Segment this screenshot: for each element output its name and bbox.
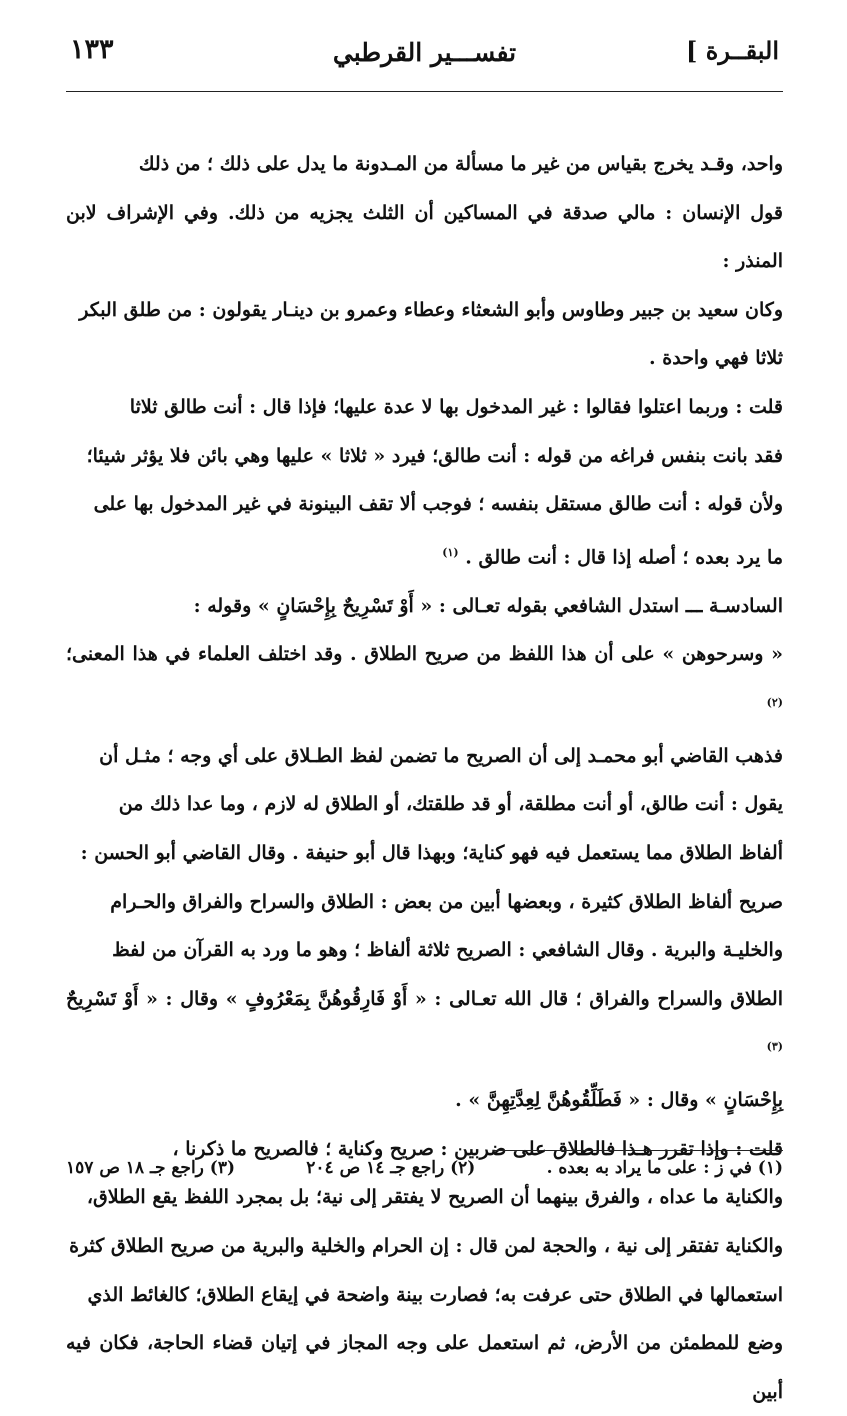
paragraph-1 bbox=[66, 140, 783, 383]
text-line: قول الإنسان : مالي صدقة في المساكين أن الثلث يجزيه من ذلك. وفي الإشراف لابن المنذر : bbox=[66, 201, 783, 273]
book-title: تفســـير القرطبي bbox=[332, 38, 517, 67]
footnote-2: (٢) راجع جـ ١٤ ص ٢٠٤ bbox=[306, 1158, 476, 1178]
text-line: يقول : أنت طالق، أو أنت مطلقة، أو قد طلقتك، أو الطلاق له لازم ، وما عدا ذلك من bbox=[118, 793, 783, 816]
text-line: والكناية ما عداه ، والفرق بينهما أن الصريح لا يفتقر إلى نية؛ بل بمجرد اللفظ يقع الطلاق، bbox=[86, 1186, 783, 1209]
section-name: البقــرة ] bbox=[686, 36, 779, 65]
text-line: ثلاثا فهي واحدة . bbox=[649, 347, 783, 370]
text-line: صريح ألفاظ الطلاق كثيرة ، وبعضها أبين من بعض : الطلاق والسراح والفراق والحـرام bbox=[110, 890, 783, 913]
paragraph-2 bbox=[66, 383, 783, 582]
text-line: الطلاق والسراح والفراق ؛ قال الله تعـالى : « أَوْ فَارِقُوهُنَّ بِمَعْرُوفٍ » وقال : « أَوْ تَسْرِيحٌ bbox=[66, 987, 783, 1010]
text-line: وكان سعيد بن جبير وطاوس وأبو الشعثاء وعطاء وعمرو بن دينـار يقولون : من طلق البكر bbox=[79, 298, 783, 321]
text-line: قلت : وربما اعتلوا فقالوا : غير المدخول بها لا عدة عليها؛ فإذا قال : أنت طالق ثلاثا bbox=[129, 395, 783, 418]
text-line: والخليـة والبرية . وقال الشافعي : الصريح ثلاثة ألفاظ ؛ وهو ما ورد به القرآن من لفظ bbox=[112, 939, 783, 962]
text-line: فقد بانت بنفس فراغه من قوله : أنت طالق؛ فيرد « ثلاثا » عليها وهي بائن فلا يؤثر شيئا؛ bbox=[86, 444, 783, 467]
page-header bbox=[66, 30, 783, 92]
footnote-ref: (١) bbox=[442, 545, 459, 559]
text-line: فذهب القاضي أبو محمـد إلى أن الصريح ما تضمن لفظ الطـلاق على أي وجه ؛ مثـل أن bbox=[99, 744, 783, 767]
footnote-ref: (٣) bbox=[766, 1040, 783, 1054]
footnote-3: (٣) راجع جـ ١٨ ص ١٥٧ bbox=[66, 1158, 236, 1178]
text-line: استعمالها في الطلاق حتى عرفت به؛ فصارت بينة واضحة في إيقاع الطلاق؛ كالغائط الذي bbox=[87, 1283, 783, 1306]
text-line: السادسـة ـــ استدل الشافعي بقوله تعـالى : « أَوْ تَسْرِيحٌ بِإِحْسَانٍ » وقوله : bbox=[193, 594, 783, 617]
footnote-divider bbox=[493, 1150, 783, 1151]
text-line: والكناية تفتقر إلى نية ، والحجة لمن قال : إن الحرام والخلية والبرية من صريح الطلاق كثرة bbox=[69, 1235, 783, 1258]
text-line: ألفاظ الطلاق مما يستعمل فيه فهو كناية؛ وبهذا قال أبو حنيفة . وقال القاضي أبو الحسن : bbox=[80, 841, 783, 864]
page-number: ١٣٣ bbox=[70, 34, 114, 65]
page-body bbox=[66, 140, 783, 1416]
text-line: ما يرد بعده ؛ أصله إذا قال : أنت طالق . bbox=[465, 546, 783, 569]
text-line: بِإِحْسَانٍ » وقال : « فَطَلِّقُوهُنَّ لِعِدَّتِهِنَّ » . bbox=[455, 1089, 783, 1112]
footnote-ref: (٢) bbox=[766, 695, 783, 709]
paragraph-3 bbox=[66, 582, 783, 1125]
footnotes bbox=[66, 1158, 783, 1178]
text-line: قلت : وإذا تقرر هـذا فالطلاق على ضربين : صريح وكناية ؛ فالصريح ما ذكرنا ، bbox=[172, 1137, 783, 1160]
text-line: واحد، وقـد يخرج بقياس من غير ما مسألة من المـدونة ما يدل على ذلك ؛ من ذلك bbox=[138, 153, 783, 175]
text-line: وضع للمطمئن من الأرض، ثم استعمل على وجه المجاز في إتيان قضاء الحاجة، فكان فيه أبين bbox=[66, 1332, 783, 1403]
footnote-1: (١) في ز : على ما يراد به بعده . bbox=[546, 1158, 783, 1178]
text-line: ولأن قوله : أنت طالق مستقل بنفسه ؛ فوجب ألا تقف البينونة في غير المدخول بها على bbox=[93, 493, 783, 516]
text-line: « وسرحوهن » على أن هذا اللفظ من صريح الطلاق . وقد اختلف العلماء في هذا المعنى؛ bbox=[66, 643, 783, 666]
